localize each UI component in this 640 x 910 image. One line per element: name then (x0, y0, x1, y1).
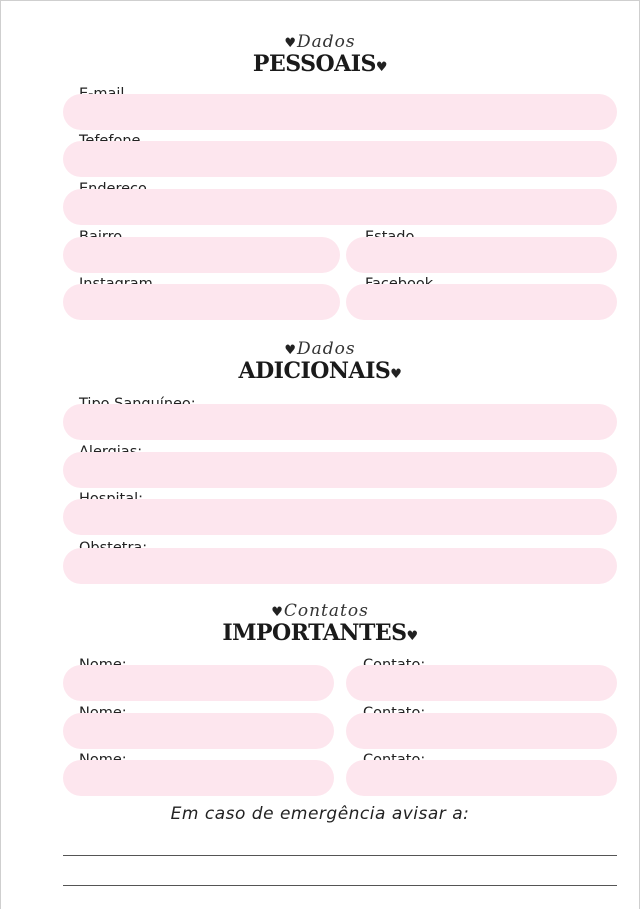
section-heading: ADICIONAIS♥ (238, 358, 402, 384)
write-line[interactable] (63, 855, 617, 856)
write-line[interactable] (63, 885, 617, 886)
endereco-field[interactable] (63, 189, 617, 225)
heart-icon: ♥ (284, 36, 298, 51)
instagram-field[interactable] (63, 284, 340, 320)
email-field[interactable] (63, 94, 617, 130)
hospital-field[interactable] (63, 499, 617, 535)
tipo-sanguineo-field[interactable] (63, 404, 617, 440)
estado-field[interactable] (346, 237, 617, 273)
alergias-field[interactable] (63, 452, 617, 488)
heart-icon: ♥ (271, 605, 284, 620)
contact-name-field[interactable] (63, 760, 334, 796)
facebook-field[interactable] (346, 284, 617, 320)
contact-name-field[interactable] (63, 713, 334, 749)
section-script-title: ♥Dados (284, 32, 356, 52)
heart-icon: ♥ (406, 629, 418, 644)
emergency-notice: Em caso de emergência avisar a: (170, 804, 470, 824)
section-title-importantes (0, 602, 640, 648)
contact-phone-field[interactable] (346, 713, 617, 749)
heart-icon: ♥ (284, 343, 298, 358)
telefone-field[interactable] (63, 141, 617, 177)
section-heading: PESSOAIS♥ (252, 51, 388, 77)
section-heading: IMPORTANTES♥ (222, 620, 418, 646)
heart-icon: ♥ (375, 60, 388, 75)
bairro-field[interactable] (63, 237, 340, 273)
contact-name-field[interactable] (63, 665, 334, 701)
section-script-title: ♥Dados (284, 339, 356, 359)
contact-phone-field[interactable] (346, 760, 617, 796)
heart-icon: ♥ (390, 367, 402, 382)
section-title-pessoais (0, 33, 640, 79)
section-script-title: ♥Contatos (271, 601, 369, 621)
contact-phone-field[interactable] (346, 665, 617, 701)
section-title-adicionais (0, 340, 640, 386)
obstetra-field[interactable] (63, 548, 617, 584)
